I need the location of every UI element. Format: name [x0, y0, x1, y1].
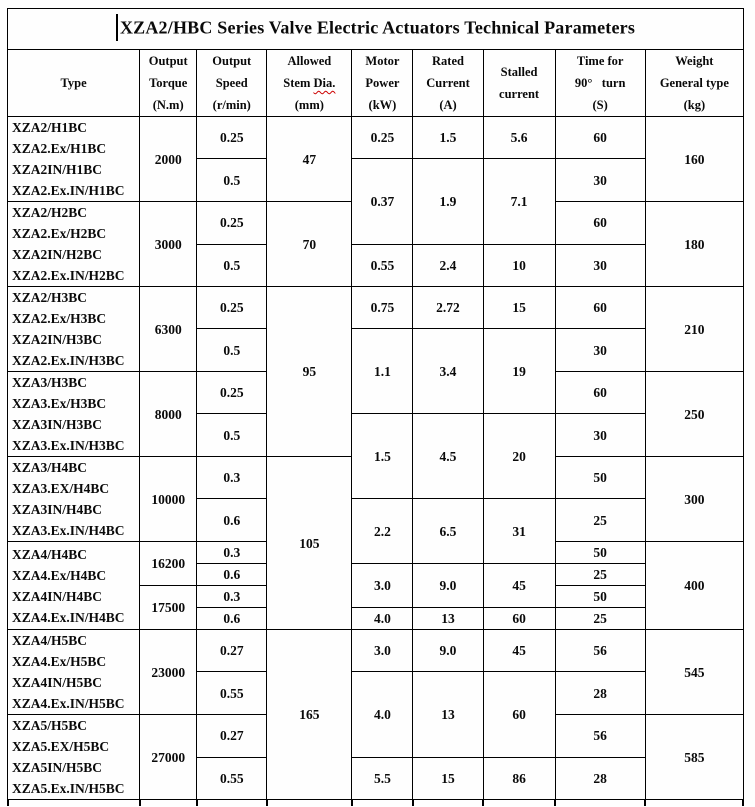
- cell-weight: 400: [645, 542, 743, 630]
- column-border-stub: [7, 799, 9, 806]
- cell-stalled-current: 20: [483, 414, 555, 499]
- column-border-stub: [351, 799, 353, 806]
- type-name: XZA3IN/H3BC: [12, 417, 103, 432]
- cell-time: 50: [555, 542, 645, 564]
- cell-motor-power: 4.0: [352, 608, 413, 630]
- cell-stalled-current: 5.6: [483, 117, 555, 159]
- cell-weight: 545: [645, 630, 743, 715]
- header-line: (r/min): [212, 98, 251, 112]
- type-name: XZA4IN/H4BC: [12, 588, 103, 604]
- type-name: XZA2IN/H2BC: [12, 247, 103, 262]
- cell-rated-current: 2.72: [413, 287, 483, 329]
- cell-motor-power: 0.55: [352, 244, 413, 287]
- cell-type-group: [8, 542, 140, 630]
- cell-time: 56: [555, 715, 645, 758]
- header-line: Rated: [432, 54, 464, 68]
- cell-type-group: [8, 117, 140, 202]
- cell-speed: 0.3: [197, 542, 267, 564]
- cell-speed: 0.5: [197, 329, 267, 372]
- type-name: XZA3.Ex.IN/H4BC: [12, 523, 125, 538]
- cell-torque: 8000: [140, 372, 197, 457]
- cell-time: 28: [555, 672, 645, 715]
- header-word: Stem: [283, 76, 311, 90]
- cell-weight: 585: [645, 715, 743, 800]
- cell-motor-power: 3.0: [352, 564, 413, 608]
- page-title: XZA2/HBC Series Valve Electric Actuators Technical Parameters: [119, 17, 636, 38]
- cell-torque: 10000: [140, 457, 197, 542]
- cell-stem-dia: 165: [267, 630, 352, 800]
- header-line: current: [499, 87, 540, 101]
- type-name: XZA4IN/H5BC: [12, 675, 103, 690]
- next-row-cut-borders: [0, 799, 755, 807]
- type-name: XZA2.Ex/H3BC: [12, 311, 107, 326]
- cell-rated-current: 3.4: [413, 329, 483, 414]
- column-border-stub: [139, 799, 141, 806]
- header-line: Torque: [149, 76, 188, 90]
- cell-stalled-current: 60: [483, 608, 555, 630]
- column-border-stub: [412, 799, 414, 806]
- header-stalled-current: [483, 50, 555, 117]
- table-title-cell: [8, 9, 744, 50]
- cell-stalled-current: 31: [483, 499, 555, 564]
- header-rated-current: [413, 50, 483, 117]
- cell-time: 30: [555, 244, 645, 287]
- cell-speed: 0.6: [197, 564, 267, 586]
- header-output-torque: [140, 50, 197, 117]
- header-word-spellchecked: Dia.: [313, 76, 336, 90]
- column-border-stub: [554, 799, 556, 806]
- title-row: [8, 9, 744, 50]
- cell-stalled-current: 60: [483, 672, 555, 757]
- cell-torque: 17500: [140, 586, 197, 630]
- cell-stalled-current: 19: [483, 329, 555, 414]
- cell-time: 60: [555, 372, 645, 414]
- cell-motor-power: 0.75: [352, 287, 413, 329]
- type-name: XZA4.Ex.IN/H5BC: [12, 696, 125, 711]
- cell-weight: 250: [645, 372, 743, 457]
- table-row: [8, 630, 744, 672]
- type-name: XZA3IN/H4BC: [12, 502, 103, 517]
- cell-stem-dia: 105: [267, 457, 352, 630]
- column-border-stub: [196, 799, 198, 806]
- cell-speed: 0.25: [197, 202, 267, 245]
- column-border-stub: [742, 799, 744, 806]
- cell-speed: 0.25: [197, 287, 267, 329]
- type-name: XZA3.EX/H4BC: [12, 481, 110, 496]
- table-row: [8, 287, 744, 329]
- header-line: (S): [592, 98, 608, 112]
- cell-rated-current: 1.9: [413, 159, 483, 244]
- header-line: (mm): [294, 98, 324, 112]
- header-allowed-stem-dia: [267, 50, 352, 117]
- cell-motor-power: 0.25: [352, 117, 413, 159]
- cell-time: 30: [555, 414, 645, 457]
- header-line: Allowed: [287, 54, 332, 68]
- cell-time: 50: [555, 586, 645, 608]
- column-border-stub: [266, 799, 268, 806]
- cell-torque: 23000: [140, 630, 197, 715]
- cell-torque: 16200: [140, 542, 197, 586]
- header-line: [267, 72, 351, 94]
- cell-type-group: [8, 372, 140, 457]
- type-name: XZA2/H3BC: [12, 290, 88, 305]
- cell-torque: 3000: [140, 202, 197, 287]
- cell-time: 50: [555, 457, 645, 499]
- cell-weight: 160: [645, 117, 743, 202]
- cell-motor-power: 4.0: [352, 672, 413, 757]
- column-border-stub: [482, 799, 484, 806]
- cell-stem-dia: 70: [267, 202, 352, 287]
- cell-motor-power: 0.37: [352, 159, 413, 244]
- type-name: XZA2IN/H1BC: [12, 162, 103, 177]
- cell-stalled-current: 45: [483, 564, 555, 608]
- cell-speed: 0.6: [197, 608, 267, 630]
- cell-rated-current: 13: [413, 608, 483, 630]
- cell-type-group: [8, 287, 140, 372]
- type-name: XZA4/H4BC: [12, 546, 88, 562]
- cell-time: 60: [555, 287, 645, 329]
- cell-speed: 0.5: [197, 244, 267, 287]
- header-line: Motor: [365, 54, 400, 68]
- cell-rated-current: 1.5: [413, 117, 483, 159]
- cell-time: 60: [555, 117, 645, 159]
- type-name: XZA5/H5BC: [12, 718, 88, 733]
- cell-type-group: [8, 715, 140, 800]
- cell-type-group: [8, 457, 140, 542]
- cell-speed: 0.27: [197, 630, 267, 672]
- cell-rated-current: 6.5: [413, 499, 483, 564]
- type-name: XZA4/H5BC: [12, 633, 88, 648]
- cell-weight: 300: [645, 457, 743, 542]
- type-name: XZA2.Ex/H1BC: [12, 141, 107, 156]
- type-name: XZA2IN/H3BC: [12, 332, 103, 347]
- cell-speed: 0.25: [197, 372, 267, 414]
- cell-motor-power: 3.0: [352, 630, 413, 672]
- header-line: Current: [426, 76, 470, 90]
- parameters-table: [7, 8, 744, 800]
- cell-speed: 0.6: [197, 499, 267, 542]
- header-row: [8, 50, 744, 117]
- cell-speed: 0.5: [197, 159, 267, 202]
- cell-speed: 0.27: [197, 715, 267, 758]
- cell-rated-current: 4.5: [413, 414, 483, 499]
- header-motor-power: [352, 50, 413, 117]
- cell-type-group: [8, 630, 140, 715]
- cell-stem-dia: 47: [267, 117, 352, 202]
- cell-time: 30: [555, 159, 645, 202]
- cell-motor-power: 1.5: [352, 414, 413, 499]
- cell-stem-dia: 95: [267, 287, 352, 457]
- type-name: XZA2.Ex.IN/H3BC: [12, 353, 125, 368]
- cell-stalled-current: 7.1: [483, 159, 555, 244]
- cell-torque: 6300: [140, 287, 197, 372]
- header-line: Weight: [675, 54, 714, 68]
- header-line: General type: [659, 76, 729, 90]
- type-name: XZA2.Ex.IN/H2BC: [12, 268, 125, 283]
- column-border-stub: [644, 799, 646, 806]
- header-line: 90° turn: [574, 76, 626, 90]
- cell-stalled-current: 45: [483, 630, 555, 672]
- cell-speed: 0.5: [197, 414, 267, 457]
- cell-time: 25: [555, 564, 645, 586]
- table-row: [8, 117, 744, 159]
- cell-motor-power: 5.5: [352, 757, 413, 800]
- header-line: Power: [365, 76, 400, 90]
- cell-rated-current: 15: [413, 757, 483, 800]
- header-line: (kg): [683, 98, 706, 112]
- type-name: XZA2.Ex/H2BC: [12, 226, 107, 241]
- cell-rated-current: 9.0: [413, 630, 483, 672]
- cell-weight: 210: [645, 287, 743, 372]
- cell-weight: 180: [645, 202, 743, 287]
- header-type: [8, 50, 140, 117]
- cell-motor-power: 1.1: [352, 329, 413, 414]
- type-name: XZA4.Ex.IN/H4BC: [12, 609, 125, 625]
- cell-speed: 0.3: [197, 457, 267, 499]
- header-line: Speed: [215, 76, 248, 90]
- text-cursor: [116, 14, 118, 41]
- cell-motor-power: 2.2: [352, 499, 413, 564]
- type-name: XZA3.Ex/H3BC: [12, 396, 107, 411]
- header-line: Time for: [576, 54, 624, 68]
- cell-rated-current: 9.0: [413, 564, 483, 608]
- type-name: XZA4.Ex/H4BC: [12, 567, 107, 583]
- cell-torque: 2000: [140, 117, 197, 202]
- header-line: (N.m): [152, 98, 184, 112]
- cell-time: 28: [555, 757, 645, 800]
- cell-stalled-current: 10: [483, 244, 555, 287]
- type-name: XZA5IN/H5BC: [12, 760, 103, 775]
- header-line: Stalled: [500, 65, 538, 79]
- cell-time: 25: [555, 499, 645, 542]
- type-name: XZA4.Ex/H5BC: [12, 654, 107, 669]
- header-time-turn: [555, 50, 645, 117]
- cell-time: 25: [555, 608, 645, 630]
- type-name: XZA2/H1BC: [12, 120, 88, 135]
- type-name: XZA5.EX/H5BC: [12, 739, 110, 754]
- cell-stalled-current: 15: [483, 287, 555, 329]
- cell-time: 60: [555, 202, 645, 245]
- cell-rated-current: 2.4: [413, 244, 483, 287]
- type-name: XZA3/H3BC: [12, 375, 88, 390]
- cell-rated-current: 13: [413, 672, 483, 757]
- cell-speed: 0.55: [197, 757, 267, 800]
- cell-speed: 0.25: [197, 117, 267, 159]
- cell-torque: 27000: [140, 715, 197, 800]
- header-type-label: Type: [60, 76, 87, 90]
- header-line: Output: [148, 54, 188, 68]
- type-name: XZA5.Ex.IN/H5BC: [12, 781, 125, 796]
- header-output-speed: [197, 50, 267, 117]
- header-line: Output: [212, 54, 252, 68]
- cell-time: 30: [555, 329, 645, 372]
- type-name: XZA3/H4BC: [12, 460, 88, 475]
- header-line: (kW): [368, 98, 397, 112]
- cell-type-group: [8, 202, 140, 287]
- cell-speed: 0.3: [197, 586, 267, 608]
- cell-stalled-current: 86: [483, 757, 555, 800]
- cell-speed: 0.55: [197, 672, 267, 715]
- type-name: XZA2.Ex.IN/H1BC: [12, 183, 125, 198]
- header-line: (A): [439, 98, 457, 112]
- header-weight: [645, 50, 743, 117]
- type-name: XZA3.Ex.IN/H3BC: [12, 438, 125, 453]
- cell-time: 56: [555, 630, 645, 672]
- type-name: XZA2/H2BC: [12, 205, 88, 220]
